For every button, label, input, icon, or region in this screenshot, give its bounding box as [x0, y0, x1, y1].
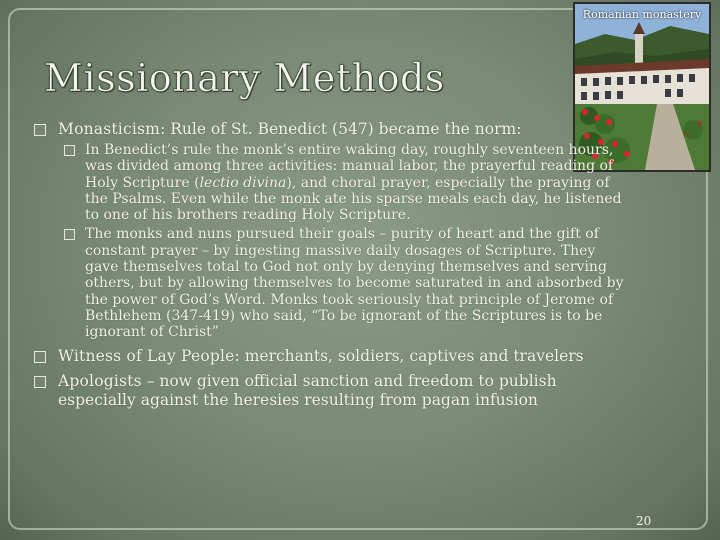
bullet-monasticism — [34, 120, 624, 139]
square-bullet-icon — [34, 376, 46, 388]
lay-people-text: : merchants, soldiers, captives and travelers — [234, 346, 584, 365]
square-bullet-icon — [34, 351, 46, 363]
lectio-divina: lectio divina — [199, 174, 287, 191]
square-bullet-icon — [34, 124, 46, 136]
bullet-lay-people — [34, 347, 624, 366]
slide-title: Missionary Methods — [44, 56, 445, 100]
sub-bullet-monks-nuns — [34, 226, 624, 340]
monks-nuns-text: The monks and nuns pursued their goals – purity of heart and the gift of constant prayer – by ingesting massive daily dosages of Scripture. They gave themselves total to God not only by denying themselves and serving others, but by allowing themselves to become saturated in and absorbed by the power of God’s Word. Monks took seriously that principle of Jerome of Bethlehem (347-419) who said, “To be ignorant of the Scriptures is to be ignorant of Christ” — [85, 226, 624, 341]
term-lay-people: Witness of Lay People — [58, 346, 235, 365]
monasticism-text: : Rule of St. Benedict (547) became the norm: — [160, 120, 522, 138]
slide-content — [34, 120, 624, 413]
term-apologists: Apologists — [58, 371, 142, 390]
benedict-rule-text-start: In Benedict’s rule the monk’s entire waking day, roughly seventeen hours, was divided among three activities: manual labor, the prayerful reading of Holy Scripture ( — [85, 142, 614, 191]
benedict-rule-text-end: ), and choral prayer, especially the praying of the Psalms. Even while the monk ate his sparse meals each day, he listened to one of his brothers reading Holy Scripture. — [85, 174, 622, 224]
page-number: 20 — [636, 514, 652, 528]
apologists-text: – now given official sanction and freedom to publish especially against the heresies resulting from pagan infusion — [58, 371, 557, 409]
bullet-apologists — [34, 372, 624, 410]
square-bullet-icon — [64, 229, 75, 240]
square-bullet-icon — [64, 145, 75, 156]
photo-caption: Romanian monastery — [582, 8, 702, 21]
sub-bullet-benedict-rule — [34, 142, 624, 223]
term-monasticism: Monasticism — [58, 120, 161, 138]
